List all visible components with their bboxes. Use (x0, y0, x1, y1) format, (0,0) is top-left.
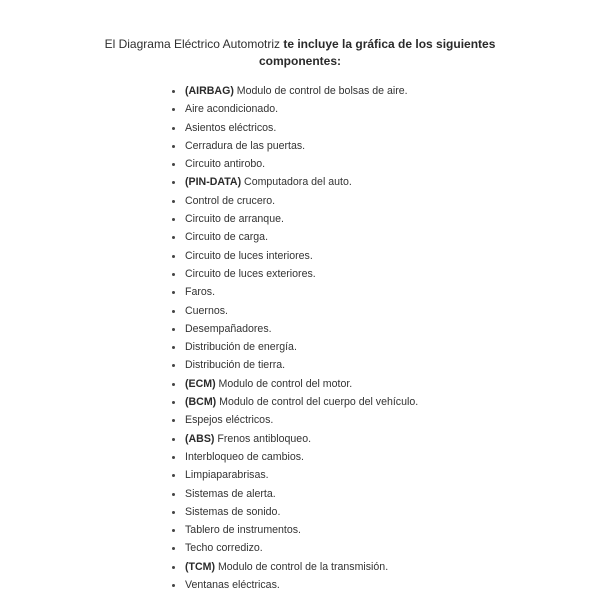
item-text: Circuito antirobo. (185, 158, 266, 171)
list-item (171, 100, 418, 118)
item-text: Tablero de instrumentos. (185, 524, 302, 537)
page-heading (0, 36, 600, 70)
item-text: Sistemas de sonido. (185, 505, 281, 518)
bullet-icon (172, 493, 175, 496)
bullet-icon (172, 547, 175, 550)
item-text: Interbloqueo de cambios. (185, 450, 304, 463)
bullet-icon (172, 383, 175, 386)
heading-bold-text: te incluye la gráfica de los siguientes (283, 37, 496, 51)
item-text: Distribución de energía. (185, 341, 297, 354)
bullet-icon (172, 236, 175, 239)
item-abbreviation: (ECM) (185, 377, 216, 390)
item-text: Circuito de luces interiores. (185, 249, 313, 262)
list-item (171, 576, 418, 594)
list-item (171, 137, 418, 155)
item-abbreviation: (BCM) (185, 396, 217, 409)
list-item (171, 228, 418, 246)
item-text: Modulo de control de la transmisión. (215, 560, 389, 573)
item-abbreviation: (TCM) (185, 560, 216, 573)
list-item (171, 521, 418, 539)
bullet-icon (172, 90, 175, 93)
list-item (171, 558, 418, 576)
list-item (171, 375, 418, 393)
list-item (171, 247, 418, 265)
bullet-icon (172, 127, 175, 130)
item-text: Espejos eléctricos. (185, 414, 274, 427)
item-abbreviation: (AIRBAG) (185, 85, 234, 97)
item-text: Computadora del auto. (241, 176, 352, 189)
list-item (171, 338, 418, 356)
item-text: Control de crucero. (185, 194, 276, 207)
list-item (171, 82, 418, 100)
list-item (171, 192, 418, 210)
bullet-icon (172, 529, 175, 532)
item-text: Circuito de carga. (185, 231, 269, 244)
item-text: Distribución de tierra. (185, 359, 286, 372)
bullet-icon (172, 273, 175, 276)
item-text: Desempañadores. (185, 322, 272, 335)
bullet-icon (172, 181, 175, 184)
bullet-icon (172, 364, 175, 367)
item-text: Circuito de luces exteriores. (185, 267, 316, 280)
bullet-icon (172, 511, 175, 514)
item-text: Modulo de control del motor. (215, 377, 353, 390)
list-item (171, 155, 418, 173)
bullet-icon (172, 310, 175, 313)
bullet-icon (172, 419, 175, 422)
item-text: Limpiaparabrisas. (185, 469, 269, 482)
item-text: Ventanas eléctricas. (185, 579, 280, 592)
item-text: Circuito de arranque. (185, 213, 284, 226)
heading-intro-text: El Diagrama Eléctrico Automotriz (104, 37, 284, 51)
bullet-icon (172, 566, 175, 569)
list-item (171, 210, 418, 228)
item-text: Cerradura de las puertas. (185, 139, 306, 152)
list-item (171, 466, 418, 484)
list-item (171, 283, 418, 301)
list-item (171, 485, 418, 503)
bullet-icon (172, 108, 175, 111)
list-item (171, 356, 418, 374)
list-item (171, 320, 418, 338)
bullet-icon (172, 474, 175, 477)
bullet-icon (172, 346, 175, 349)
item-text: Modulo de control del cuerpo del vehículo. (216, 396, 419, 409)
item-text: Aire acondicionado. (185, 103, 279, 116)
item-text: Frenos antibloqueo. (214, 432, 312, 445)
list-item (171, 119, 418, 137)
list-item (171, 265, 418, 283)
list-item (171, 411, 418, 429)
heading-line-1 (0, 36, 600, 53)
item-text: Asientos eléctricos. (185, 121, 277, 134)
bullet-icon (172, 255, 175, 258)
item-text: Faros. (185, 286, 216, 299)
list-item (171, 393, 418, 411)
list-item (171, 430, 418, 448)
item-abbreviation: (ABS) (185, 432, 215, 445)
item-text: Modulo de control de bolsas de aire. (233, 85, 408, 97)
heading-line-2: componentes: (258, 54, 341, 68)
bullet-icon (172, 145, 175, 148)
item-text: Techo corredizo. (185, 542, 263, 555)
bullet-icon (172, 163, 175, 166)
item-text: Cuernos. (185, 304, 228, 317)
bullet-icon (172, 438, 175, 441)
item-text: Sistemas de alerta. (185, 487, 276, 500)
bullet-icon (172, 584, 175, 587)
bullet-icon (172, 328, 175, 331)
list-item (171, 448, 418, 466)
bullet-icon (172, 456, 175, 459)
bullet-icon (172, 218, 175, 221)
list-item (171, 503, 418, 521)
bullet-icon (172, 401, 175, 404)
item-abbreviation: (PIN-DATA) (185, 176, 242, 189)
bullet-icon (172, 291, 175, 294)
list-item (171, 302, 418, 320)
list-item (171, 173, 418, 191)
bullet-icon (172, 200, 175, 203)
component-list (171, 82, 418, 594)
list-item (171, 539, 418, 557)
